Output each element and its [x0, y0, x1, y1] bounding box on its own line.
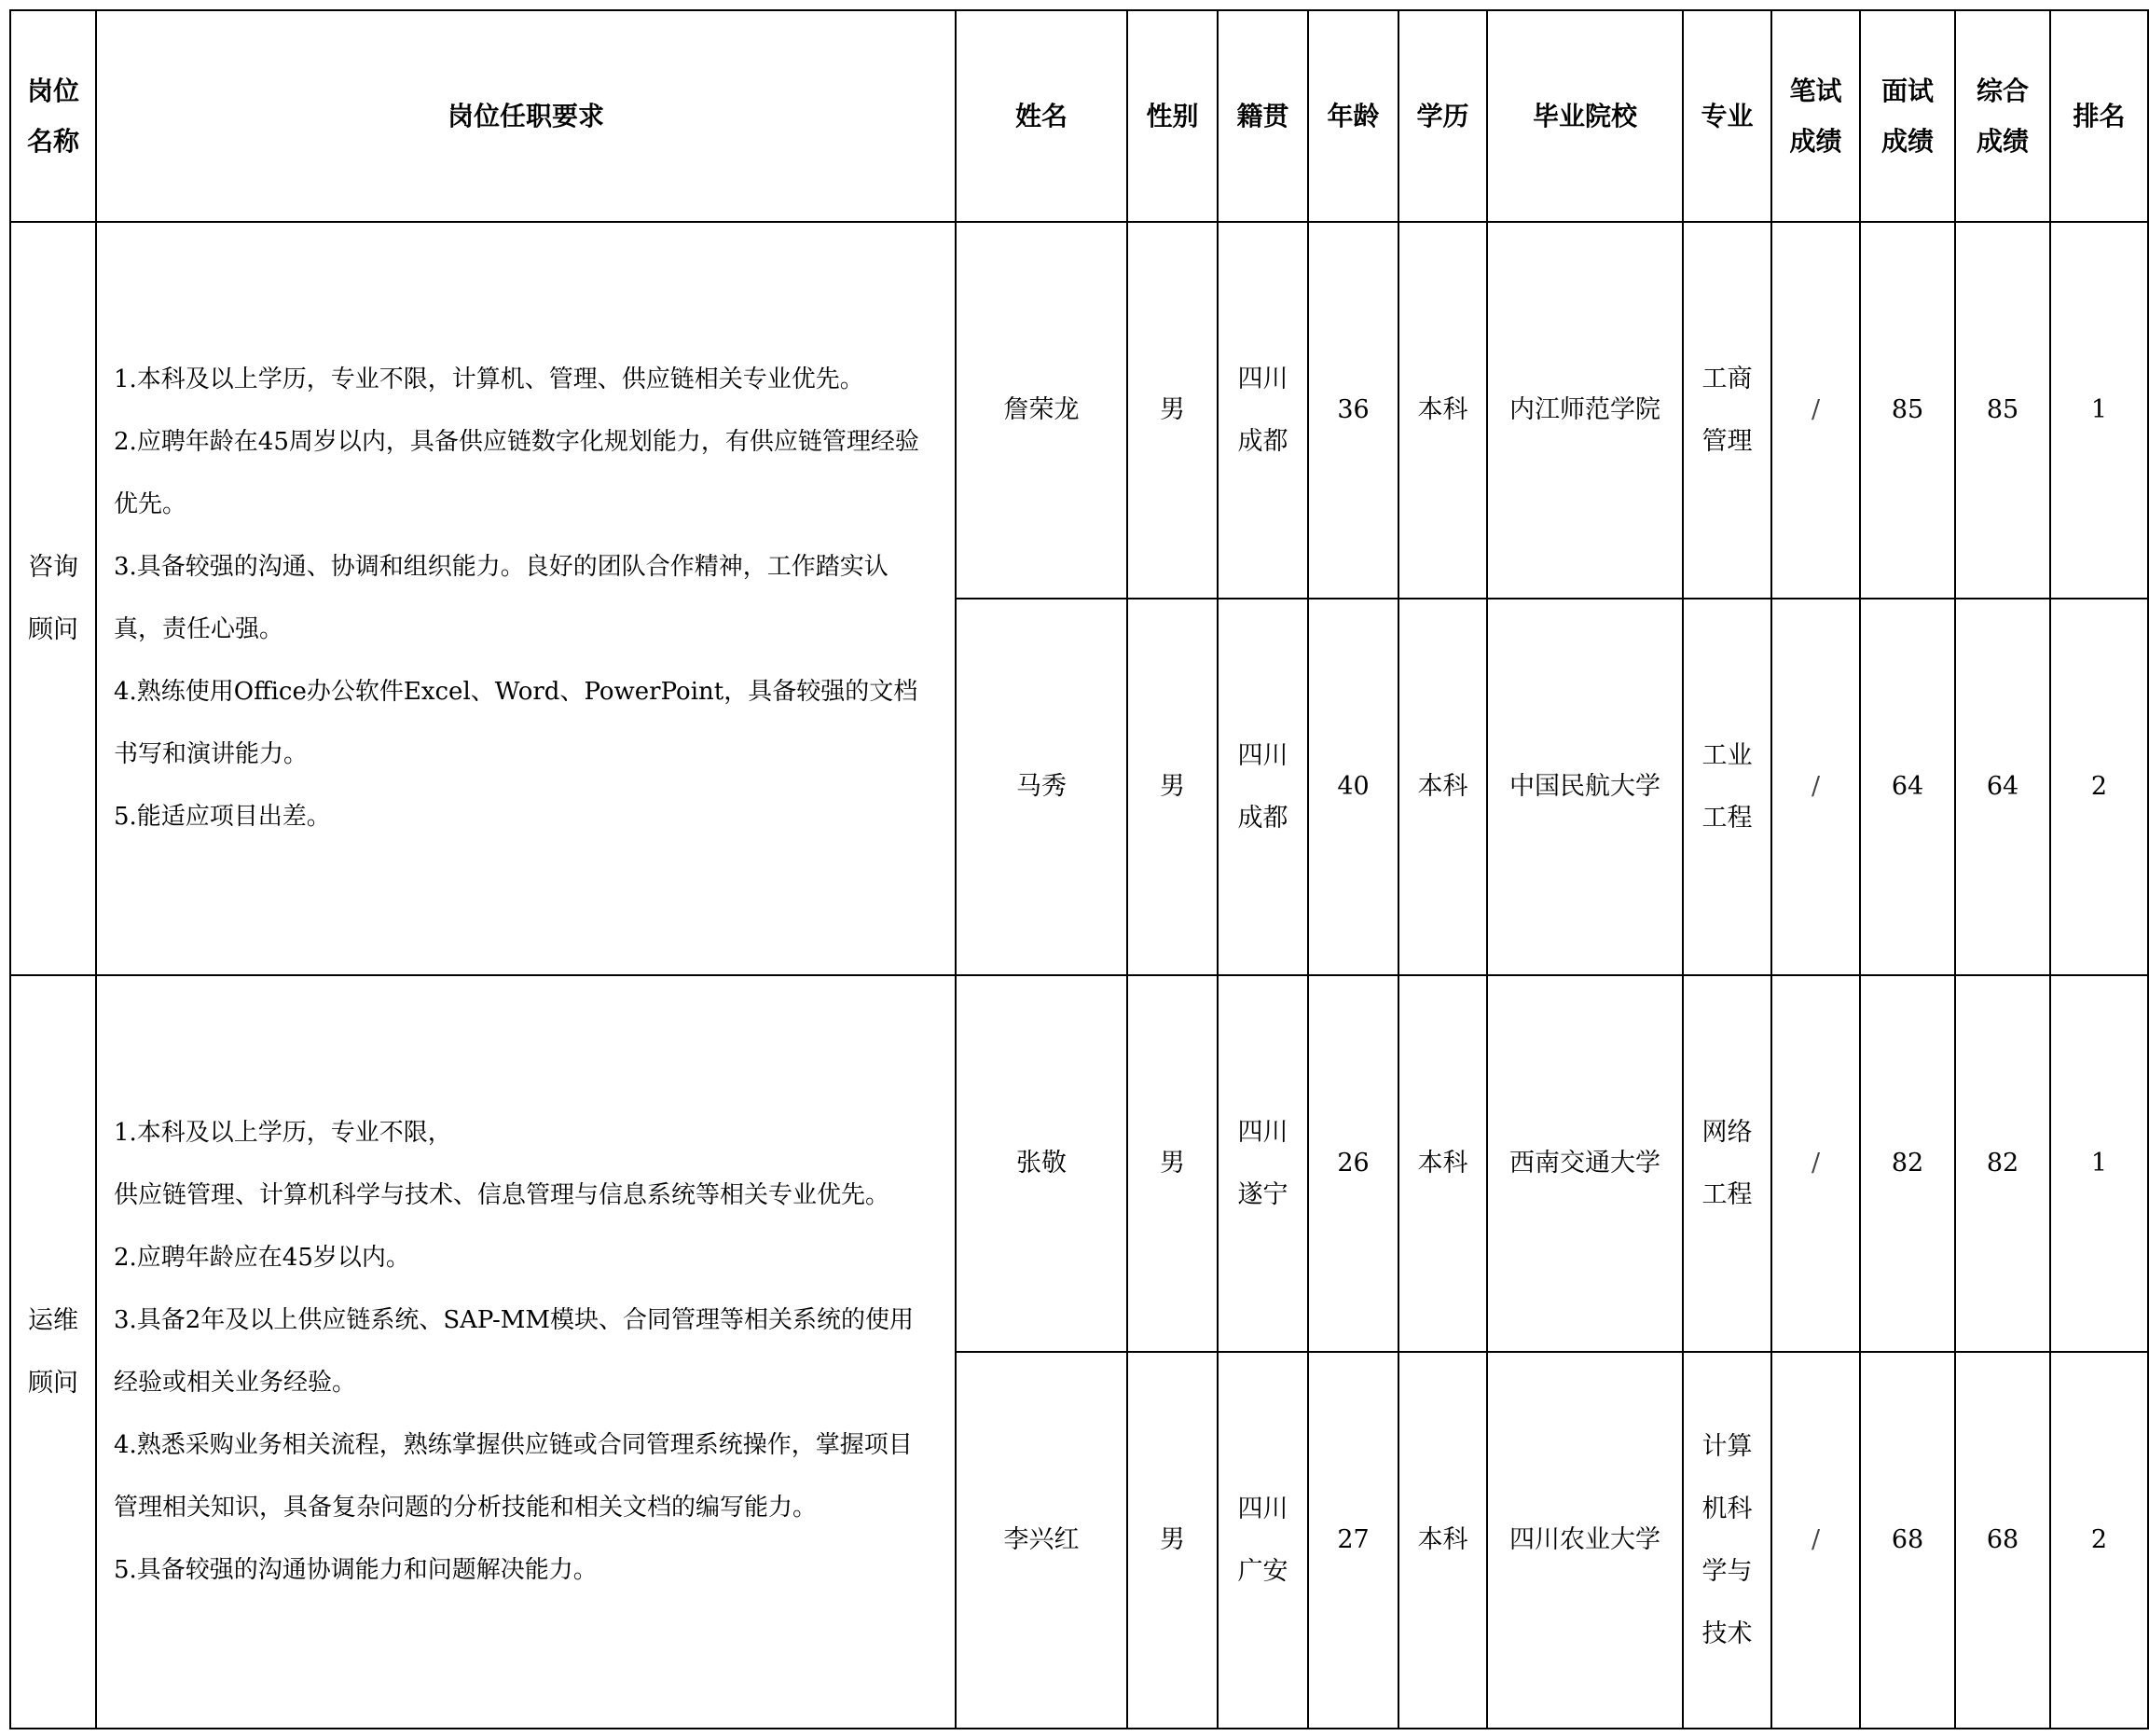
candidate-gender: 男 [1127, 975, 1218, 1352]
hometown-city: 遂宁 [1237, 1180, 1288, 1209]
header-total-score [1955, 10, 2050, 222]
header-age: 年龄 [1308, 10, 1398, 222]
header-interview-score-line1: 面试 [1880, 75, 1934, 106]
candidate-hometown [1218, 1352, 1308, 1729]
candidate-interview-score: 64 [1860, 599, 1955, 975]
header-name: 姓名 [956, 10, 1127, 222]
candidate-hometown [1218, 975, 1308, 1352]
header-total-score-line2: 成绩 [1976, 125, 2029, 157]
hometown-city: 成都 [1237, 804, 1288, 833]
table-row [10, 975, 2148, 1352]
header-row [10, 10, 2148, 222]
major-line: 学与 [1701, 1557, 1753, 1586]
candidate-name: 詹荣龙 [956, 222, 1127, 599]
requirement-item: 供应链管理、计算机科学与技术、信息管理与信息系统等相关专业优先。 [114, 1181, 890, 1209]
candidate-school: 内江师范学院 [1487, 222, 1683, 599]
header-requirements: 岗位任职要求 [96, 10, 956, 222]
candidate-school: 西南交通大学 [1487, 975, 1683, 1352]
candidate-total-score: 85 [1955, 222, 2050, 599]
candidate-rank: 1 [2050, 975, 2148, 1352]
major-line: 管理 [1701, 427, 1753, 456]
candidate-age: 26 [1308, 975, 1398, 1352]
major-line: 网络 [1701, 1118, 1753, 1147]
requirement-item: 5.具备较强的沟通协调能力和问题解决能力。 [114, 1556, 598, 1584]
candidate-gender: 男 [1127, 1352, 1218, 1729]
candidate-written-score: / [1771, 1352, 1860, 1729]
candidate-written-score: / [1771, 222, 1860, 599]
candidate-hometown [1218, 599, 1308, 975]
requirement-item: 5.能适应项目出差。 [114, 803, 331, 831]
hometown-city: 成都 [1237, 427, 1288, 456]
candidate-gender: 男 [1127, 599, 1218, 975]
candidate-gender: 男 [1127, 222, 1218, 599]
header-total-score-line1: 综合 [1976, 75, 2029, 106]
candidate-age: 27 [1308, 1352, 1398, 1729]
hometown-province: 四川 [1237, 365, 1288, 393]
position-name-cell [10, 222, 96, 975]
position-name-cell [10, 975, 96, 1729]
header-rank: 排名 [2050, 10, 2148, 222]
requirement-item: 2.应聘年龄应在45岁以内。 [114, 1244, 410, 1272]
candidate-interview-score: 85 [1860, 222, 1955, 599]
candidate-age: 40 [1308, 599, 1398, 975]
requirement-item: 3.具备2年及以上供应链系统、SAP-MM模块、合同管理等相关系统的使用经验或相关业务经验。 [114, 1306, 915, 1397]
candidate-rank: 1 [2050, 222, 2148, 599]
requirement-item: 1.本科及以上学历，专业不限，计算机、管理、供应链相关专业优先。 [114, 365, 864, 393]
candidate-written-score: / [1771, 975, 1860, 1352]
requirements-cell [96, 975, 956, 1729]
header-position-name-line1: 岗位 [26, 75, 79, 106]
candidate-age: 36 [1308, 222, 1398, 599]
candidate-education: 本科 [1398, 1352, 1487, 1729]
candidate-rank: 2 [2050, 599, 2148, 975]
major-line: 工程 [1701, 1180, 1753, 1209]
candidate-major [1683, 599, 1771, 975]
candidate-name: 张敬 [956, 975, 1127, 1352]
requirement-item: 1.本科及以上学历，专业不限， [114, 1119, 452, 1147]
results-table [9, 9, 2149, 1729]
major-line: 工业 [1701, 741, 1753, 770]
candidate-rank: 2 [2050, 1352, 2148, 1729]
candidate-major [1683, 222, 1771, 599]
position-name-line2: 顾问 [28, 615, 78, 644]
major-line: 工程 [1701, 804, 1753, 833]
requirement-item: 4.熟悉采购业务相关流程，熟练掌握供应链或合同管理系统操作，掌握项目管理相关知识，具备复杂问题的分析技能和相关文档的编写能力。 [114, 1431, 913, 1522]
candidate-interview-score: 68 [1860, 1352, 1955, 1729]
candidate-total-score: 68 [1955, 1352, 2050, 1729]
candidate-major [1683, 1352, 1771, 1729]
header-school: 毕业院校 [1487, 10, 1683, 222]
candidate-education: 本科 [1398, 599, 1487, 975]
position-name-line1: 咨询 [28, 553, 78, 582]
major-line: 计算 [1701, 1432, 1753, 1461]
header-education: 学历 [1398, 10, 1487, 222]
header-position-name-line2: 名称 [26, 125, 79, 157]
major-line: 机科 [1701, 1495, 1753, 1523]
candidate-total-score: 64 [1955, 599, 2050, 975]
major-line: 技术 [1701, 1619, 1753, 1648]
hometown-city: 广安 [1237, 1557, 1288, 1586]
requirement-item: 3.具备较强的沟通、协调和组织能力。良好的团队合作精神，工作踏实认真，责任心强。 [114, 553, 889, 643]
position-name-line1: 运维 [28, 1306, 78, 1335]
candidate-school: 四川农业大学 [1487, 1352, 1683, 1729]
candidate-name: 马秀 [956, 599, 1127, 975]
header-interview-score-line2: 成绩 [1880, 125, 1934, 157]
requirement-item: 4.熟练使用Office办公软件Excel、Word、PowerPoint，具备较强的文档书写和演讲能力。 [114, 678, 918, 768]
candidate-education: 本科 [1398, 222, 1487, 599]
header-position-name [10, 10, 96, 222]
header-interview-score [1860, 10, 1955, 222]
header-major: 专业 [1683, 10, 1771, 222]
candidate-hometown [1218, 222, 1308, 599]
header-hometown: 籍贯 [1218, 10, 1308, 222]
candidate-written-score: / [1771, 599, 1860, 975]
hometown-province: 四川 [1237, 741, 1288, 770]
candidate-education: 本科 [1398, 975, 1487, 1352]
hometown-province: 四川 [1237, 1118, 1288, 1147]
candidate-name: 李兴红 [956, 1352, 1127, 1729]
header-gender: 性别 [1127, 10, 1218, 222]
header-written-score-line1: 笔试 [1789, 75, 1842, 106]
header-written-score [1771, 10, 1860, 222]
candidate-school: 中国民航大学 [1487, 599, 1683, 975]
candidate-total-score: 82 [1955, 975, 2050, 1352]
position-name-line2: 顾问 [28, 1369, 78, 1398]
candidate-major [1683, 975, 1771, 1352]
table-row [10, 222, 2148, 599]
requirements-cell [96, 222, 956, 975]
candidate-interview-score: 82 [1860, 975, 1955, 1352]
header-written-score-line2: 成绩 [1789, 125, 1842, 157]
hometown-province: 四川 [1237, 1495, 1288, 1523]
requirement-item: 2.应聘年龄在45周岁以内，具备供应链数字化规划能力，有供应链管理经验优先。 [114, 428, 919, 518]
major-line: 工商 [1701, 365, 1753, 393]
